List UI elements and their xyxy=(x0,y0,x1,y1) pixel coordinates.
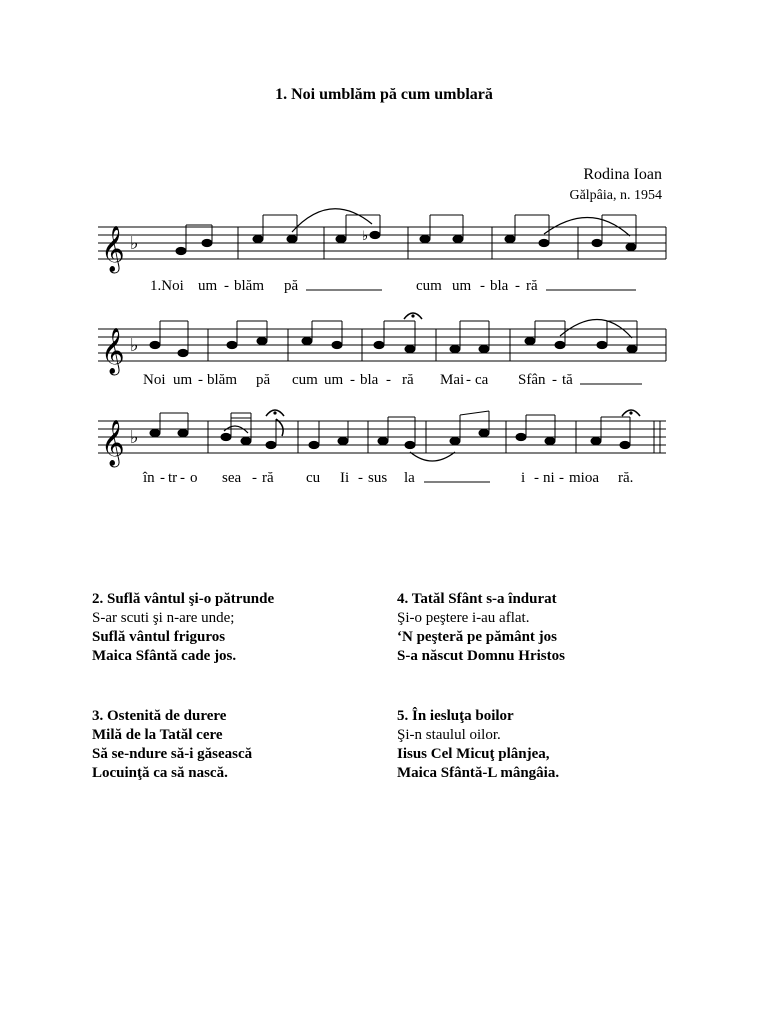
verse-line: 2. Suflă vântul şi-o pătrunde xyxy=(92,591,275,607)
verse-line: S-a născut Domnu Hristos xyxy=(397,648,565,664)
verse-line: 3. Ostenită de durere xyxy=(92,708,227,724)
verse-line: 5. În iesluţa boilor xyxy=(397,708,514,724)
song-title: 1. Noi umblăm pă cum umblară xyxy=(275,86,493,103)
verse-line: Milă de la Tatăl cere xyxy=(92,727,223,743)
fermata xyxy=(404,313,422,319)
svg-text:♭: ♭ xyxy=(362,228,369,243)
verse-5 xyxy=(397,707,559,783)
author-place: Gălpâia, n. 1954 xyxy=(569,188,662,203)
slurs xyxy=(292,209,630,236)
verse-line: ‘N peşteră pe pământ jos xyxy=(397,629,557,645)
verse-line: Suflă vântul friguros xyxy=(92,629,226,645)
verse-line: S-ar scuti şi n-are unde; xyxy=(92,610,235,626)
verse-3 xyxy=(92,707,252,783)
treble-clef: 𝄞 xyxy=(101,226,125,272)
verse-line: Iisus Cel Micuţ plânjea, xyxy=(397,746,550,762)
lyrics-line-1: 1.Noi um - blăm pă cum um - bla - ră xyxy=(150,278,538,294)
notes xyxy=(150,411,630,449)
verse-line: 4. Tatăl Sfânt s-a îndurat xyxy=(397,591,557,607)
verse-2 xyxy=(92,590,274,666)
staff-2 xyxy=(98,313,666,388)
flat-key-signature: ♭ xyxy=(130,335,139,356)
fermata xyxy=(266,410,284,416)
treble-clef: 𝄞 xyxy=(101,420,125,466)
flat-key-signature: ♭ xyxy=(130,233,139,254)
author-name: Rodina Ioan xyxy=(583,166,662,183)
lyrics-line-2: Noi um - blăm pă cum um - bla - ră Mai - ca Sfân - tă xyxy=(143,372,573,388)
verse-line: Să se-ndure să-i găsească xyxy=(92,746,253,762)
treble-clef: 𝄞 xyxy=(101,328,125,374)
verse-line: Şi-o peştere i-au aflat. xyxy=(397,610,530,626)
staff-3 xyxy=(98,410,666,486)
verse-line: Maica Sfântă-L mângâia. xyxy=(397,765,560,781)
verse-line: Locuinţă ca să nască. xyxy=(92,765,228,781)
fermata xyxy=(622,410,640,416)
verse-line: Maica Sfântă cade jos. xyxy=(92,648,237,664)
lyrics-line-3: în - tr - o sea - ră cu Ii - sus la i - ni - mioa ră. xyxy=(143,470,634,486)
staff-1 xyxy=(98,209,666,294)
notes xyxy=(150,321,637,357)
verse-4 xyxy=(397,590,565,666)
verse-line: Şi-n staulul oilor. xyxy=(397,727,501,743)
flat-key-signature: ♭ xyxy=(130,427,139,448)
